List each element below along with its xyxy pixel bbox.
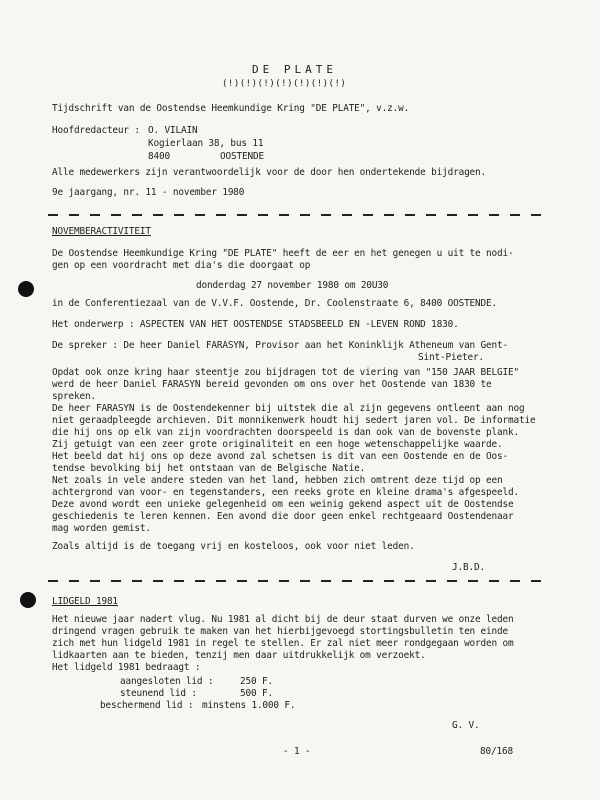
- body-line: lidkaarten aan te bieden, tenzij men daar uitdrukkelijk om verzoekt.: [52, 650, 426, 661]
- signature-gv: G. V.: [452, 720, 480, 731]
- separator-middle: [48, 580, 548, 582]
- separator-dash: [132, 580, 142, 582]
- separator-dash: [48, 214, 58, 216]
- body-line: spreken.: [52, 391, 96, 402]
- separator-dash: [489, 214, 499, 216]
- section-heading-november: NOVEMBERACTIVITEIT: [52, 226, 151, 237]
- fee-label: beschermend lid :: [100, 700, 194, 711]
- separator-dash: [363, 214, 373, 216]
- body-line: dringend vragen gebruik te maken van het hierbijgevoegd stortingsbulletin ten einde: [52, 626, 509, 637]
- journal-emblem: (!)(!)(!)(!)(!)(!)(!): [222, 79, 347, 89]
- separator-dash: [468, 214, 478, 216]
- fee-intro: Het lidgeld 1981 bedraagt :: [52, 662, 201, 673]
- intro-line-1: De Oostendse Heemkundige Kring "DE PLATE" heeft de eer en het genegen u uit te nodi-: [52, 248, 514, 259]
- body-line: zich met hun lidgeld 1981 in regel te stellen. Er zal niet meer rondgegaan worden om: [52, 638, 514, 649]
- separator-dash: [153, 580, 163, 582]
- fee-amount: 500 F.: [240, 688, 273, 699]
- body-line: tendse bevolking bij het ontstaan van de Belgische Natie.: [52, 463, 366, 474]
- journal-title: DE PLATE: [252, 63, 337, 76]
- separator-dash: [447, 214, 457, 216]
- editor-name: O. VILAIN: [148, 125, 198, 136]
- separator-dash: [48, 580, 58, 582]
- event-subject: Het onderwerp : ASPECTEN VAN HET OOSTENDSE STADSBEELD EN -LEVEN ROND 1830.: [52, 319, 459, 330]
- separator-dash: [258, 214, 268, 216]
- separator-dash: [510, 580, 520, 582]
- separator-dash: [111, 580, 121, 582]
- document-reference: 80/168: [480, 746, 513, 757]
- section-heading-lidgeld: LIDGELD 1981: [52, 596, 118, 607]
- intro-line-2: gen op een voordracht met dia's die doorgaat op: [52, 260, 311, 271]
- body-line: Deze avond wordt een unieke gelegenheid om een weinig gekend aspect uit de Oostendse: [52, 499, 514, 510]
- body-line: Het beeld dat hij ons op deze avond zal schetsen is dit van een Oostende en de Oos-: [52, 451, 509, 462]
- body-line: Opdat ook onze kring haar steentje zou bijdragen tot de viering van "150 JAAR BELGIE": [52, 367, 520, 378]
- event-date: donderdag 27 november 1980 om 20U30: [196, 280, 389, 291]
- separator-dash: [132, 214, 142, 216]
- fee-amount: minstens 1.000 F.: [202, 700, 296, 711]
- fee-label: aangesloten lid :: [120, 676, 214, 687]
- separator-top: [48, 214, 548, 216]
- body-line: De heer FARASYN is de Oostendekenner bij uitstek die al zijn gegevens ontleent aan nog: [52, 403, 525, 414]
- separator-dash: [216, 580, 226, 582]
- event-location: in de Conferentiezaal van de V.V.F. Oostende, Dr. Coolenstraate 6, 8400 OOSTENDE.: [52, 298, 498, 309]
- signature-jbd: J.B.D.: [452, 562, 485, 573]
- separator-dash: [321, 580, 331, 582]
- body-line: geschiedenis te leren kennen. Een avond die door geen enkel rechtgeaard Oostendenaar: [52, 511, 514, 522]
- body-line: die hij ons op elk van zijn voordrachten doorspeeld is dan ook van de bovenste plank.: [52, 427, 520, 438]
- separator-dash: [69, 580, 79, 582]
- editor-city: OOSTENDE: [220, 151, 264, 162]
- speaker-line-1: De spreker : De heer Daniel FARASYN, Provisor aan het Koninklijk Atheneum van Gent-: [52, 340, 509, 351]
- separator-dash: [195, 580, 205, 582]
- body-line: werd de heer Daniel FARASYN bereid gevonden om ons over het Oostende van 1830 te: [52, 379, 492, 390]
- separator-dash: [174, 580, 184, 582]
- separator-dash: [279, 580, 289, 582]
- journal-subtitle: Tijdschrift van de Oostendse Heemkundige Kring "DE PLATE", v.z.w.: [52, 103, 410, 114]
- editor-label: Hoofdredacteur :: [52, 125, 140, 136]
- page-number: - 1 -: [283, 746, 311, 757]
- separator-dash: [258, 580, 268, 582]
- speaker-line-2: Sint-Pieter.: [418, 352, 484, 363]
- separator-dash: [300, 214, 310, 216]
- separator-dash: [237, 214, 247, 216]
- body-line: Zoals altijd is de toegang vrij en kosteloos, ook voor niet leden.: [52, 541, 415, 552]
- separator-dash: [111, 214, 121, 216]
- fee-amount: 250 F.: [240, 676, 273, 687]
- separator-dash: [510, 214, 520, 216]
- separator-dash: [447, 580, 457, 582]
- separator-dash: [531, 214, 541, 216]
- separator-dash: [90, 580, 100, 582]
- body-line: Zij getuigt van een zeer grote originaliteit en een hoge wetenschappelijke waarde.: [52, 439, 503, 450]
- fee-label: steunend lid :: [120, 688, 197, 699]
- punch-hole-bottom: [20, 592, 36, 608]
- separator-dash: [69, 214, 79, 216]
- body-line: Het nieuwe jaar nadert vlug. Nu 1981 al dicht bij de deur staat durven we onze leden: [52, 614, 514, 625]
- separator-dash: [279, 214, 289, 216]
- issue-line: 9e jaargang, nr. 11 - november 1980: [52, 187, 245, 198]
- separator-dash: [426, 214, 436, 216]
- separator-dash: [90, 214, 100, 216]
- body-line: achtergrond van voor- en tegenstanders, een reeks grote en kleine drama's afgespeeld.: [52, 487, 520, 498]
- separator-dash: [405, 214, 415, 216]
- separator-dash: [426, 580, 436, 582]
- separator-dash: [237, 580, 247, 582]
- separator-dash: [384, 580, 394, 582]
- punch-hole-top: [18, 281, 34, 297]
- separator-dash: [174, 214, 184, 216]
- separator-dash: [321, 214, 331, 216]
- separator-dash: [300, 580, 310, 582]
- body-line: Net zoals in vele andere steden van het land, hebben zich omtrent deze tijd op een: [52, 475, 503, 486]
- body-line: mag worden gemist.: [52, 523, 151, 534]
- separator-dash: [468, 580, 478, 582]
- disclaimer-text: Alle medewerkers zijn verantwoordelijk voor de door hen ondertekende bijdragen.: [52, 167, 487, 178]
- separator-dash: [384, 214, 394, 216]
- separator-dash: [342, 580, 352, 582]
- separator-dash: [531, 580, 541, 582]
- separator-dash: [363, 580, 373, 582]
- separator-dash: [195, 214, 205, 216]
- separator-dash: [153, 214, 163, 216]
- separator-dash: [405, 580, 415, 582]
- body-line: niet geraadpleegde archieven. Dit monnikenwerk houdt hij sedert jaren vol. De informatie: [52, 415, 536, 426]
- separator-dash: [342, 214, 352, 216]
- editor-street: Kogierlaan 38, bus 11: [148, 138, 264, 149]
- editor-zip: 8400: [148, 151, 170, 162]
- separator-dash: [216, 214, 226, 216]
- separator-dash: [489, 580, 499, 582]
